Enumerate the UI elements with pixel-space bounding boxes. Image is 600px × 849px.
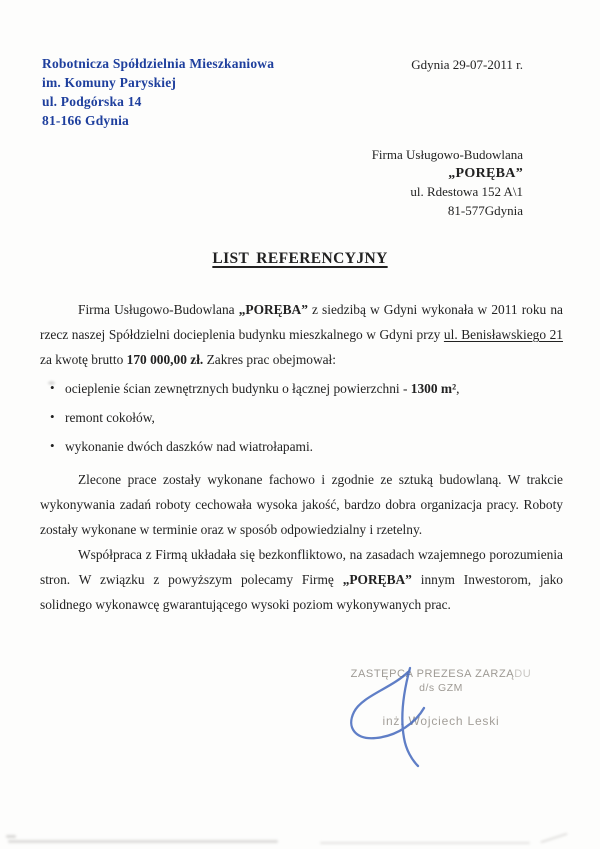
scope-of-work-list <box>40 376 563 459</box>
list-item: • wykonanie dwóch daszków nad wiatrołapami. <box>40 434 563 459</box>
sender-address-block <box>42 54 274 130</box>
bullet-icon: • <box>50 409 55 424</box>
letter-body <box>40 297 563 617</box>
paragraph-recommendation: Współpraca z Firmą układała się bezkonfliktowo, na zasadach wzajemnego porozumienia stron. W związku z powyższym polecamy Firmę „PORĘBA” innym Inwestorom, jako solidnego wykonawcę gwarantującego wysoki poziom wykonywanych prac. <box>40 547 563 612</box>
recipient-city: 81-577Gdynia <box>447 202 523 218</box>
contract-amount: 170 000,00 zł. <box>126 352 204 367</box>
company-name-bold: „PORĘBA” <box>238 302 308 317</box>
recipient-street: ul. Rdestowa 152 A\1 <box>410 184 523 199</box>
scan-smudge <box>48 381 55 385</box>
sender-city: 81-166 Gdynia <box>42 113 129 128</box>
recipient-company-name: „PORĘBA” <box>448 165 523 181</box>
letter-title: LIST REFERENCYJNY <box>212 250 388 267</box>
letter-date: Gdynia 29-07-2011 r. <box>411 57 523 72</box>
scan-artifact <box>8 840 278 843</box>
area-value: 1300 m² <box>410 381 457 396</box>
stamp-subtitle: d/s GZM <box>419 682 463 694</box>
scan-artifact <box>320 842 530 844</box>
paragraph-quality: Zlecone prace zostały wykonane fachowo i zgodnie ze sztuką budowlaną. W trakcie wykonywania zadań roboty cechowała wysoka jakość, bardzo dobra organizacja pracy. Roboty zostały wykonane w terminie oraz w sposób odpowiedzialny i rzetelny. <box>40 472 563 537</box>
company-name-bold: „PORĘBA” <box>342 572 412 587</box>
list-item: • remont cokołów, <box>40 405 563 430</box>
bullet-icon: • <box>50 380 55 395</box>
list-item: • ocieplenie ścian zewnętrznych budynku o łącznej powierzchni - 1300 m², <box>40 376 563 401</box>
signature-stamp-block <box>338 668 544 728</box>
recipient-address-block <box>372 146 523 220</box>
stamp-title: ZASTĘPCA PREZESA ZARZĄDU <box>350 668 532 680</box>
stamp-signer-name: inż. Wojciech Leski <box>382 714 500 728</box>
paragraph-intro: Firma Usługowo-Budowlana „PORĘBA” z siedzibą w Gdyni wykonała w 2011 roku na rzecz naszej Spółdzielni docieplenia budynku mieszkalnego w Gdyni przy ul. Benisławskiego 21 za kwotę brutto 170 000,00 zł. Zakres prac obejmował: <box>40 302 563 367</box>
recipient-company: Firma Usługowo-Budowlana <box>371 147 523 162</box>
sender-street: ul. Podgórska 14 <box>42 94 142 109</box>
scan-artifact <box>540 833 567 844</box>
sender-name-line2: im. Komuny Paryskiej <box>42 75 177 90</box>
bullet-icon: • <box>50 438 55 453</box>
address-underlined: ul. Benisławskiego 21 <box>443 327 563 342</box>
scan-artifact <box>6 835 16 838</box>
sender-name: Robotnicza Spółdzielnia Mieszkaniowa <box>42 56 275 71</box>
